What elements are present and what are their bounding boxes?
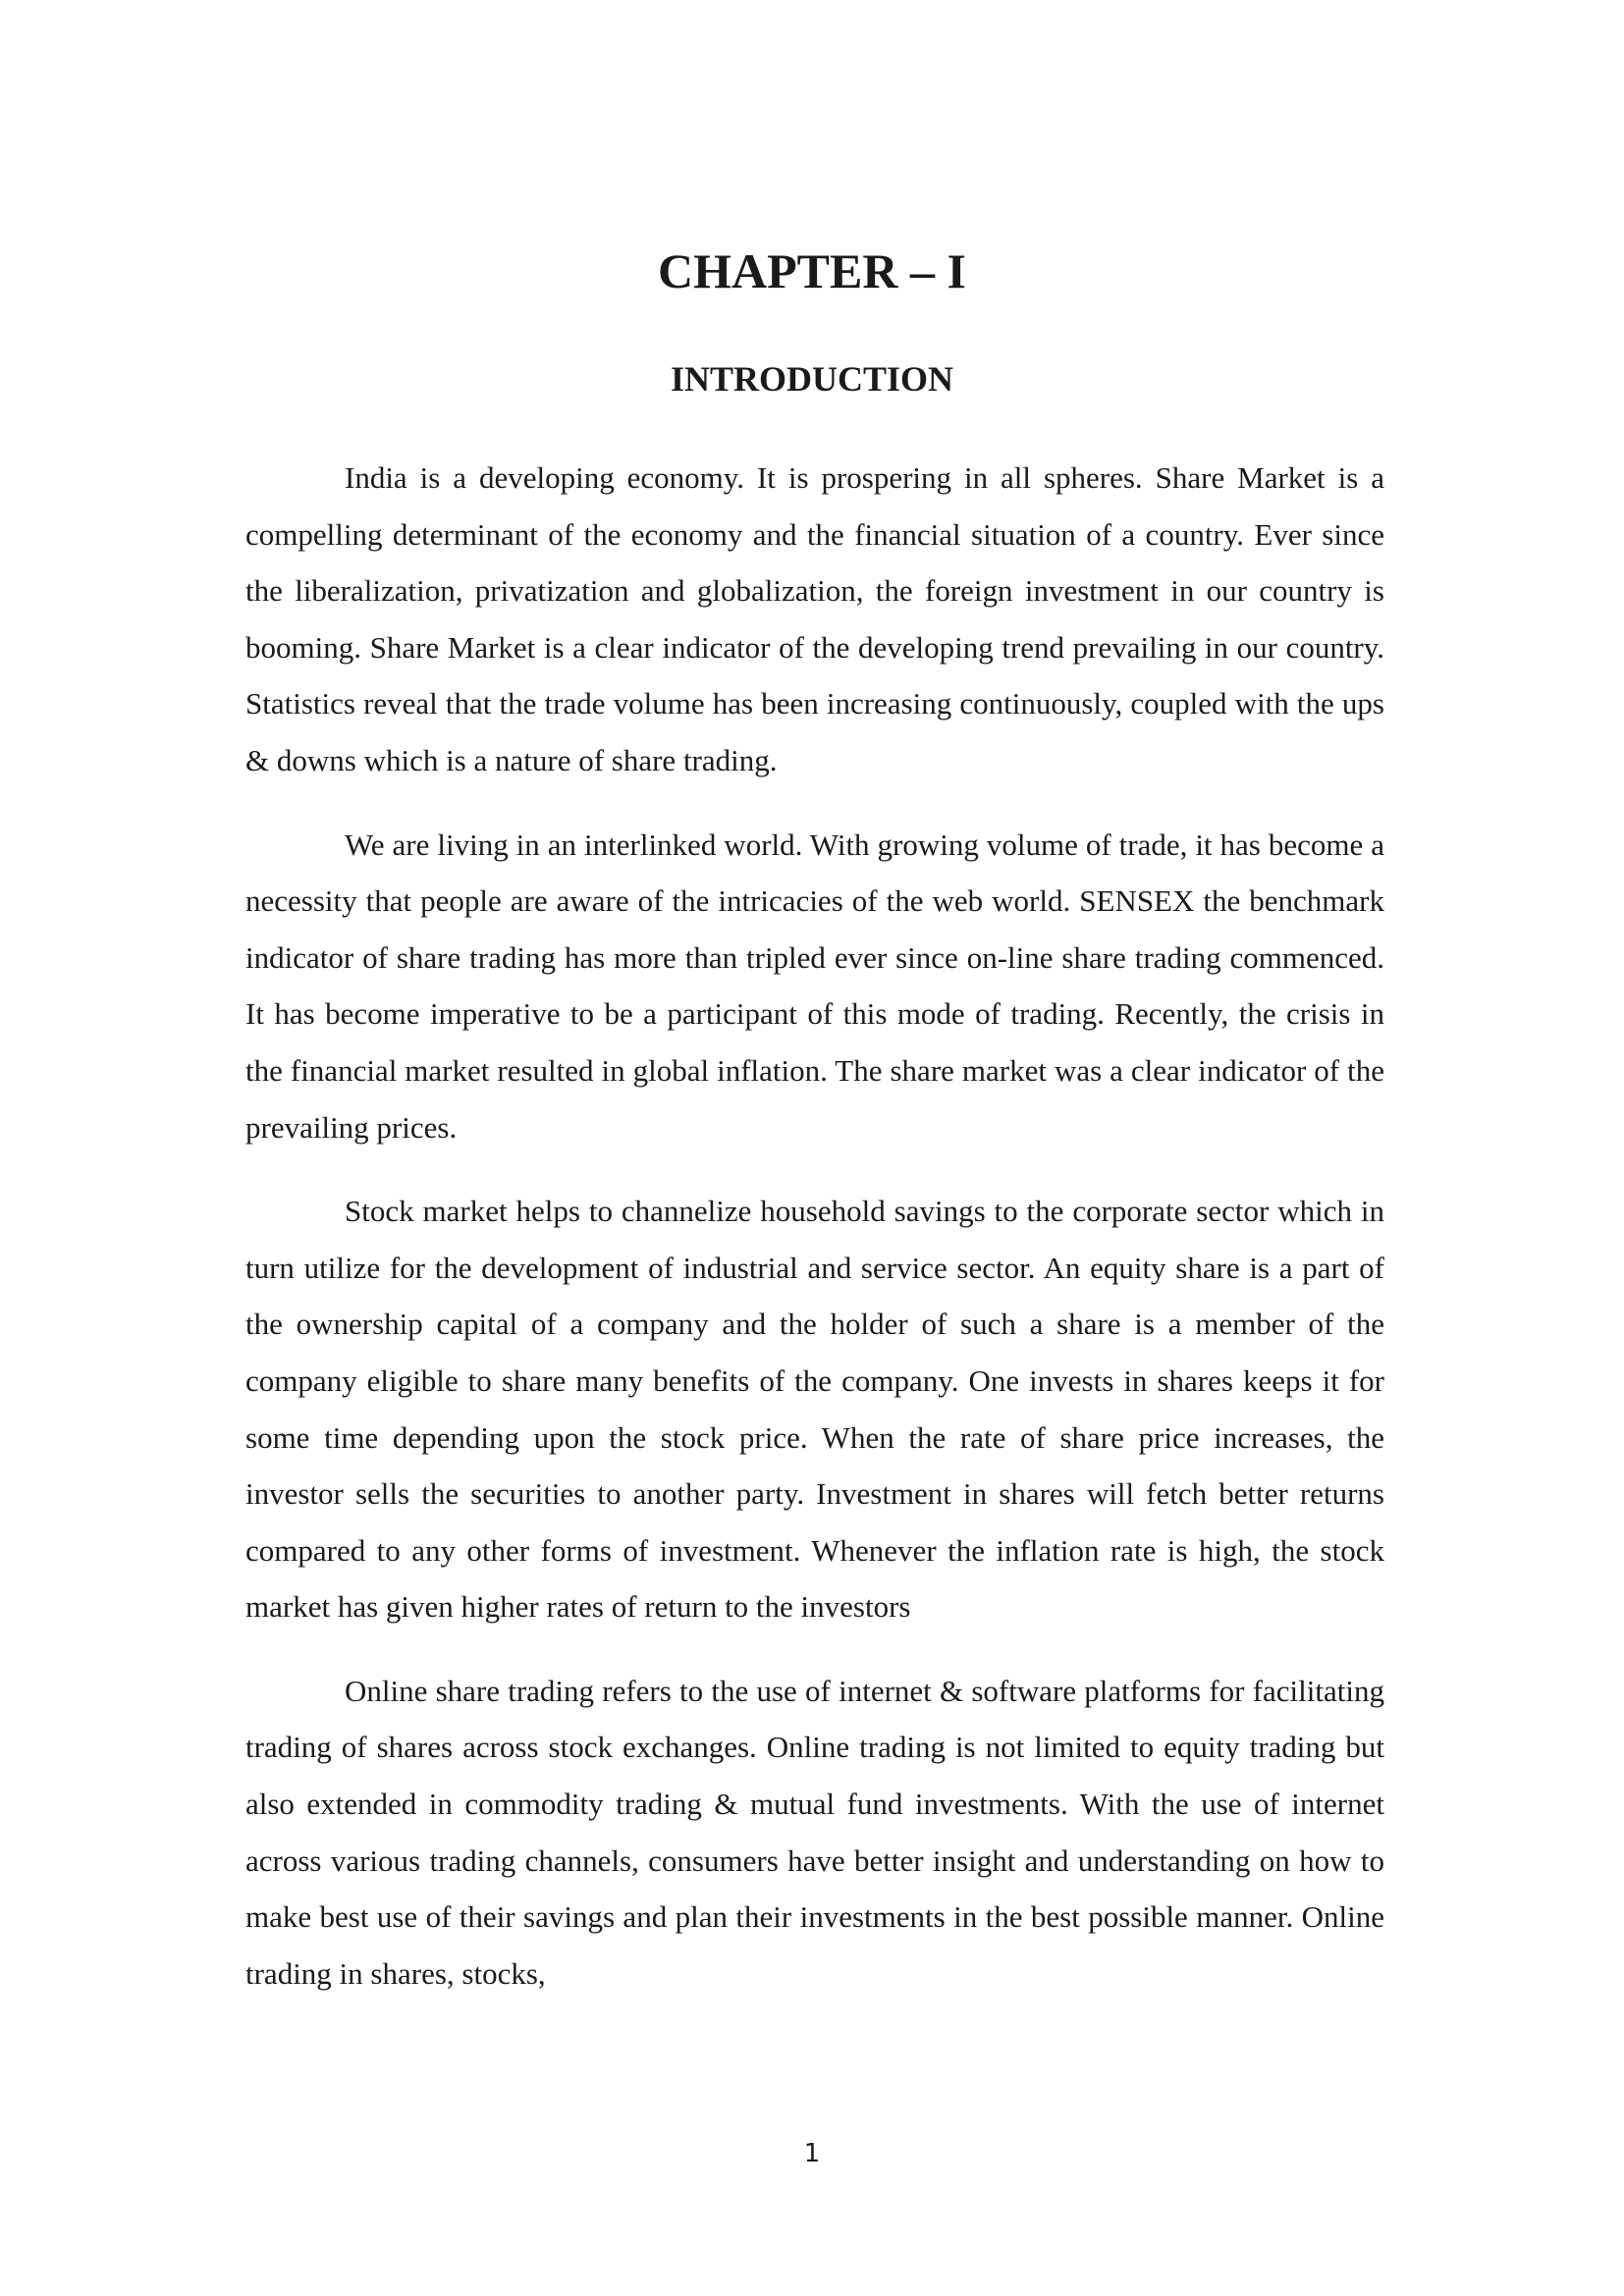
paragraph-economy: India is a developing economy. It is prospering in all spheres. Share Market is a compelling determinant of the economy and the financial situation of a country. Ever since the liberalization, privatization and globalization, the foreign investment in our country is booming. Share Market is a clear indicator of the developing trend prevailing in our country. Statistics reveal that the trade volume has been increasing continuously, coupled with the ups & downs which is a nature of share trading. — [245, 460, 1384, 777]
paragraph-interlinked-world: We are living in an interlinked world. With growing volume of trade, it has become a necessity that people are aware of the intricacies of the web world. SENSEX the benchmark indicator of share trading has more than tripled ever since on-line share trading commenced. It has become imperative to be a participant of this mode of trading. Recently, the crisis in the financial market resulted in global inflation. The share market was a clear indicator of the prevailing prices. — [245, 827, 1384, 1145]
section-title: INTRODUCTION — [670, 359, 954, 399]
paragraph-online-trading: Online share trading refers to the use of internet & software platforms for facilitating trading of shares across stock exchanges. Online trading is not limited to equity trading but also extended in commodity trading & mutual fund investments. With the use of internet across various trading channels, consumers have better insight and understanding on how to make best use of their savings and plan their investments in the best possible manner. Online trading in shares, stocks, — [245, 1673, 1384, 1991]
chapter-title: CHAPTER – I — [658, 243, 966, 298]
body-text — [245, 450, 1384, 2029]
paragraph-stock-market: Stock market helps to channelize household savings to the corporate sector which in turn utilize for the development of industrial and service sector. An equity share is a part of the ownership capital of a company and the holder of such a share is a member of the company eligible to share many benefits of the company. One invests in shares keeps it for some time depending upon the stock price. When the rate of share price increases, the investor sells the securities to another party. Investment in shares will fetch better returns compared to any other forms of investment. Whenever the inflation rate is high, the stock market has given higher rates of return to the investors — [245, 1194, 1384, 1625]
page-number: 1 — [803, 2139, 821, 2168]
